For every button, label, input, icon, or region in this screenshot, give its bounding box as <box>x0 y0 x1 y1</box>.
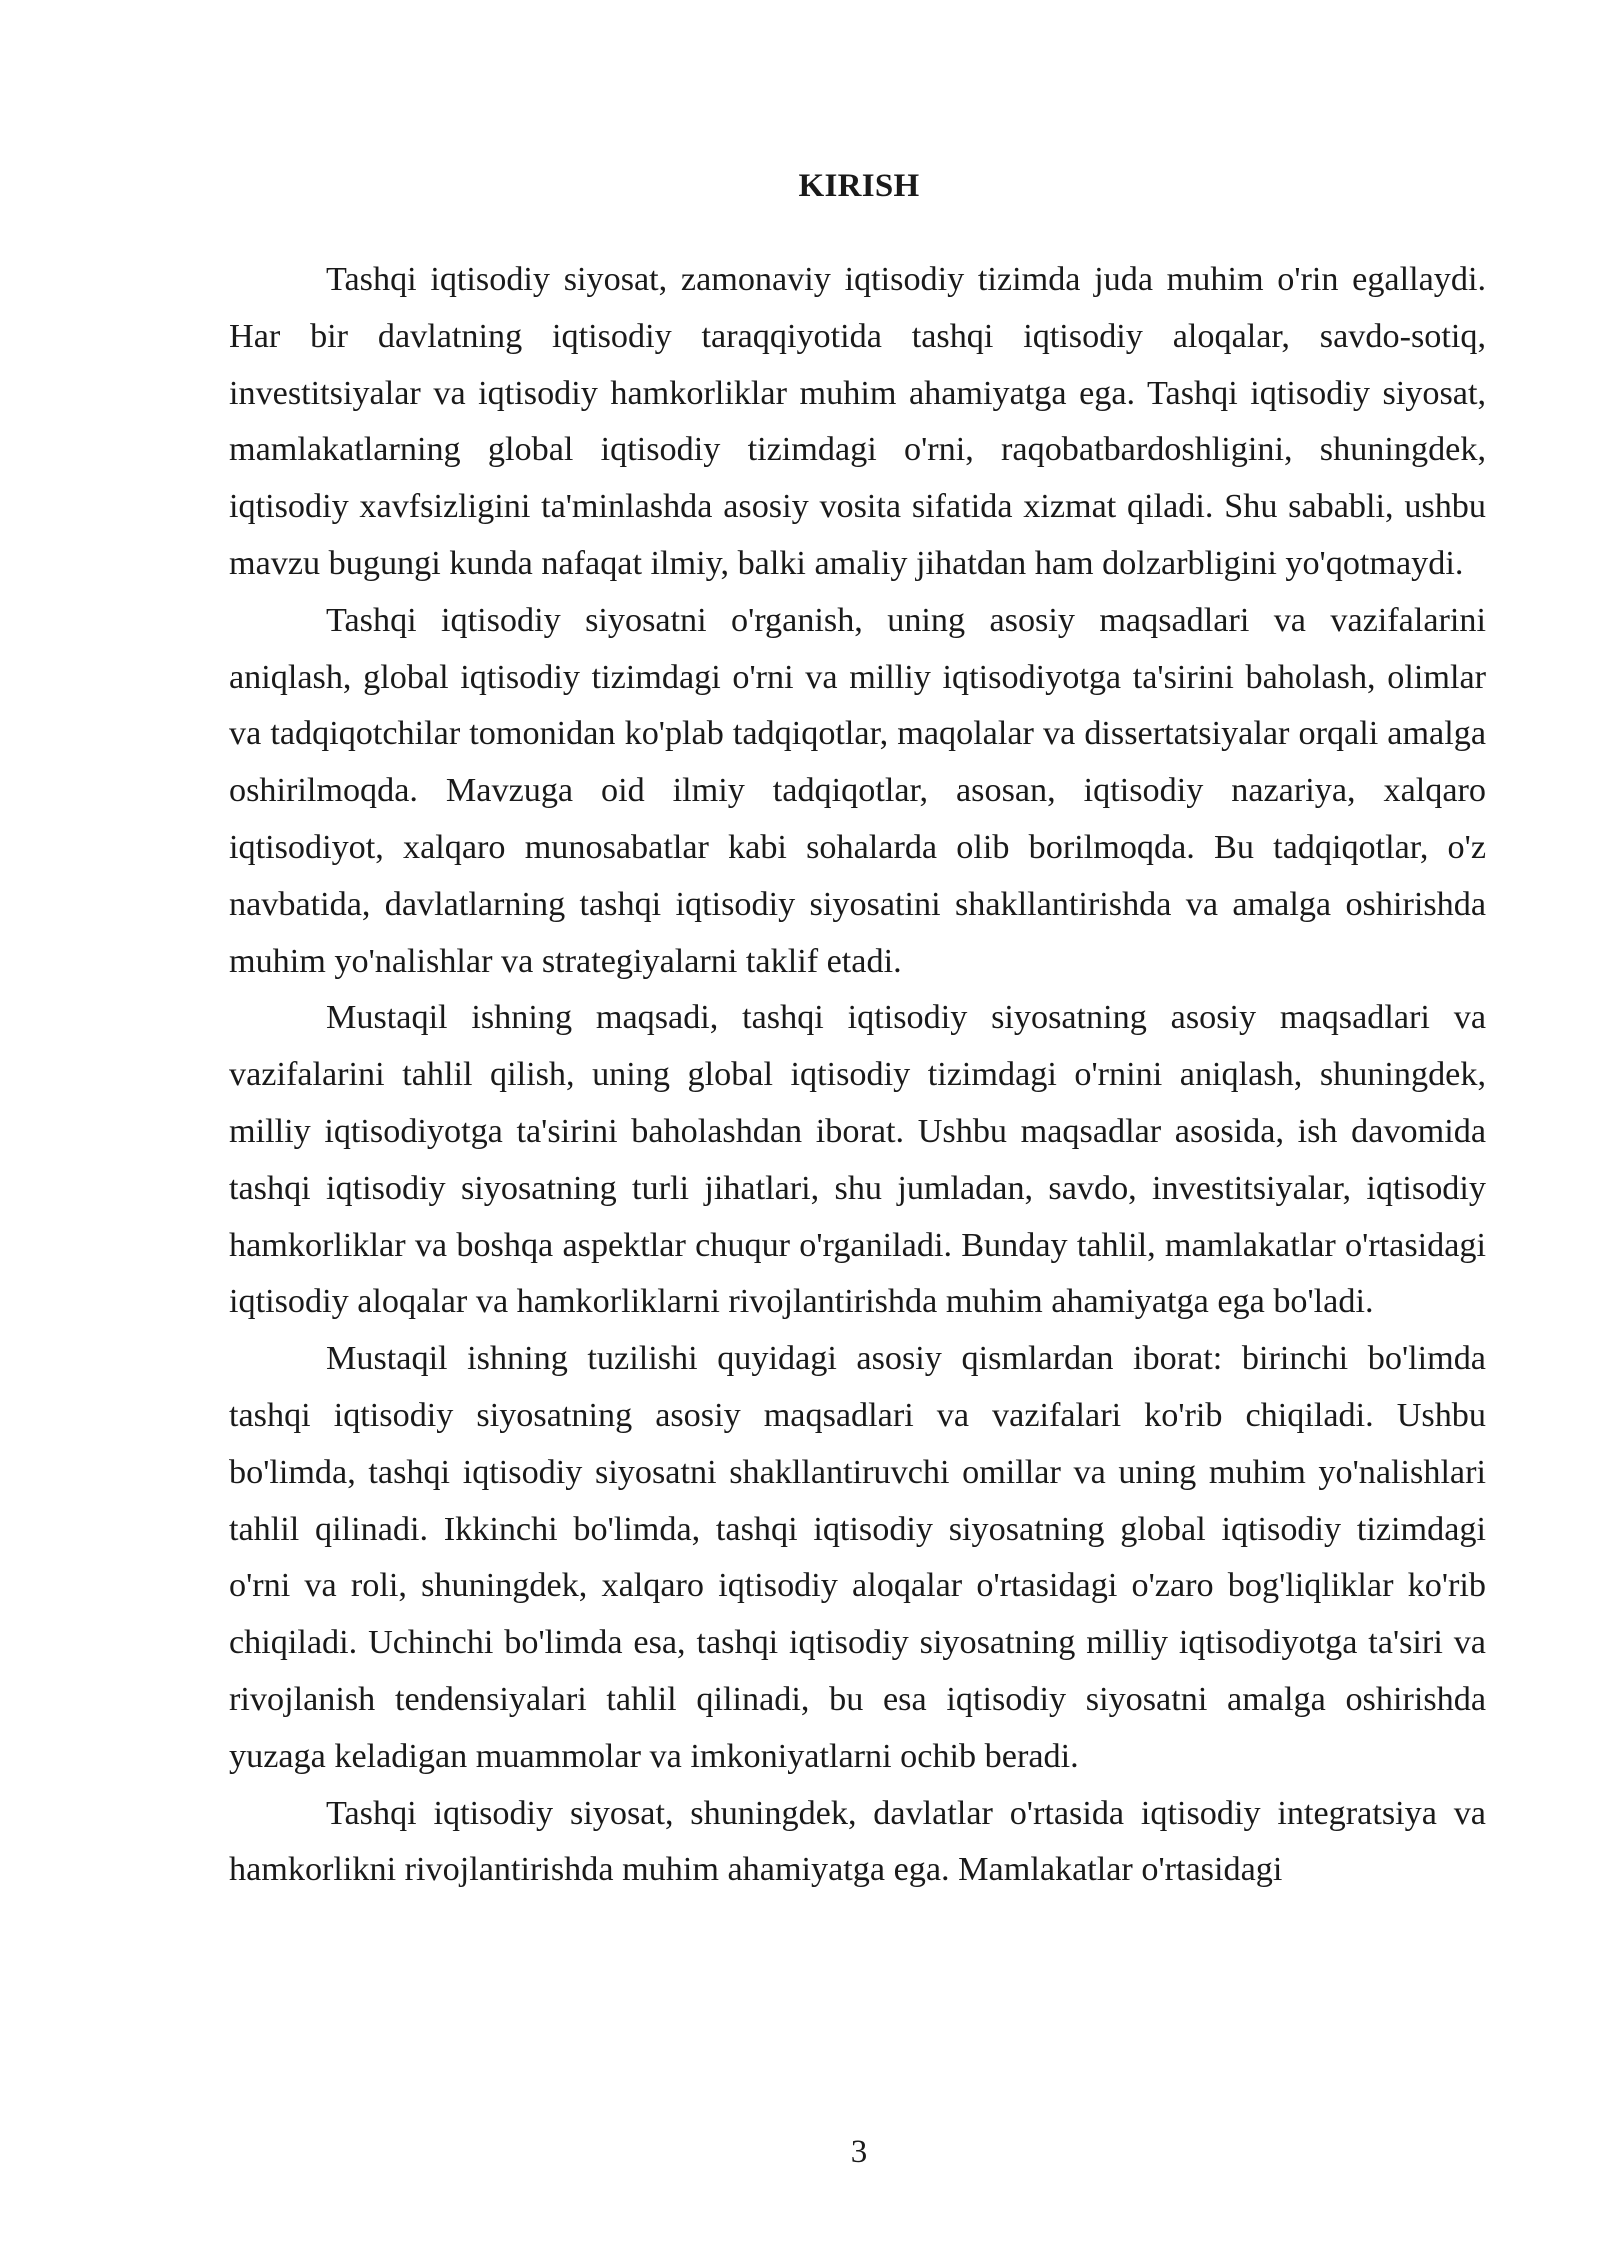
paragraph-5: Tashqi iqtisodiy siyosat, shuningdek, davlatlar o'rtasida iqtisodiy integratsiya va hamkorlikni rivojlantirishda muhim ahamiyatga ega. Mamlakatlar o'rtasidagi <box>229 1794 1486 1889</box>
paragraph-2: Tashqi iqtisodiy siyosatni o'rganish, uning asosiy maqsadlari va vazifalarini aniqlash, global iqtisodiy tizimdagi o'rni va milliy iqtisodiyotga ta'sirini baholash, olimlar va tadqiqotchilar tomonidan ko'plab tadqiqotlar, maqolalar va dissertatsiyalar orqali amalga oshirilmoqda. Mavzuga oid ilmiy tadqiqotlar, asosan, iqtisodiy nazariya, xalqaro iqtisodiyot, xalqaro munosabatlar kabi sohalarda olib borilmoqda. Bu tadqiqotlar, o'z navbatida, davlatlarning tashqi iqtisodiy siyosatini shakllantirishda va amalga oshirishda muhim yo'nalishlar va strategiyalarni taklif etadi. <box>229 601 1486 980</box>
page-number: 3 <box>850 2134 868 2170</box>
paragraph-4: Mustaqil ishning tuzilishi quyidagi asosiy qismlardan iborat: birinchi bo'limda tashqi iqtisodiy siyosatning asosiy maqsadlari va vazifalari ko'rib chiqiladi. Ushbu bo'limda, tashqi iqtisodiy siyosatni shakllantiruvchi omillar va uning muhim yo'nalishlari tahlil qilinadi. Ikkinchi bo'limda, tashqi iqtisodiy siyosatning global iqtisodiy tizimdagi o'rni va roli, shuningdek, xalqaro iqtisodiy aloqalar o'rtasidagi o'zaro bog'liqliklar ko'rib chiqiladi. Uchinchi bo'limda esa, tashqi iqtisodiy siyosatning milliy iqtisodiyotga ta'siri va rivojlanish tendensiyalari tahlil qilinadi, bu esa iqtisodiy siyosatni amalga oshirishda yuzaga keladigan muammolar va imkoniyatlarni ochib beradi. <box>229 1340 1486 1775</box>
page-title: KIRISH <box>798 168 920 204</box>
paragraph-1: Tashqi iqtisodiy siyosat, zamonaviy iqtisodiy tizimda juda muhim o'rin egallaydi. Har bir davlatning iqtisodiy taraqqiyotida tashqi iqtisodiy aloqalar, savdo-sotiq, investitsiyalar va iqtisodiy hamkorliklar muhim ahamiyatga ega. Tashqi iqtisodiy siyosat, mamlakatlarning global iqtisodiy tizimdagi o'rni, raqobatbardoshligini, shuningdek, iqtisodiy xavfsizligini ta'minlashda asosiy vosita sifatida xizmat qiladi. Shu sababli, ushbu mavzu bugungi kunda nafaqat ilmiy, balki amaliy jihatdan ham dolzarbligini yo'qotmaydi. <box>229 261 1486 582</box>
body-text <box>229 252 1486 1899</box>
paragraph-3: Mustaqil ishning maqsadi, tashqi iqtisodiy siyosatning asosiy maqsadlari va vazifalarini tahlil qilish, uning global iqtisodiy tizimdagi o'rnini aniqlash, shuningdek, milliy iqtisodiyotga ta'sirini baholashdan iborat. Ushbu maqsadlar asosida, ish davomida tashqi iqtisodiy siyosatning turli jihatlari, shu jumladan, savdo, investitsiyalar, iqtisodiy hamkorliklar va boshqa aspektlar chuqur o'rganiladi. Bunday tahlil, mamlakatlar o'rtasidagi iqtisodiy aloqalar va hamkorliklarni rivojlantirishda muhim ahamiyatga ega bo'ladi. <box>229 999 1486 1321</box>
